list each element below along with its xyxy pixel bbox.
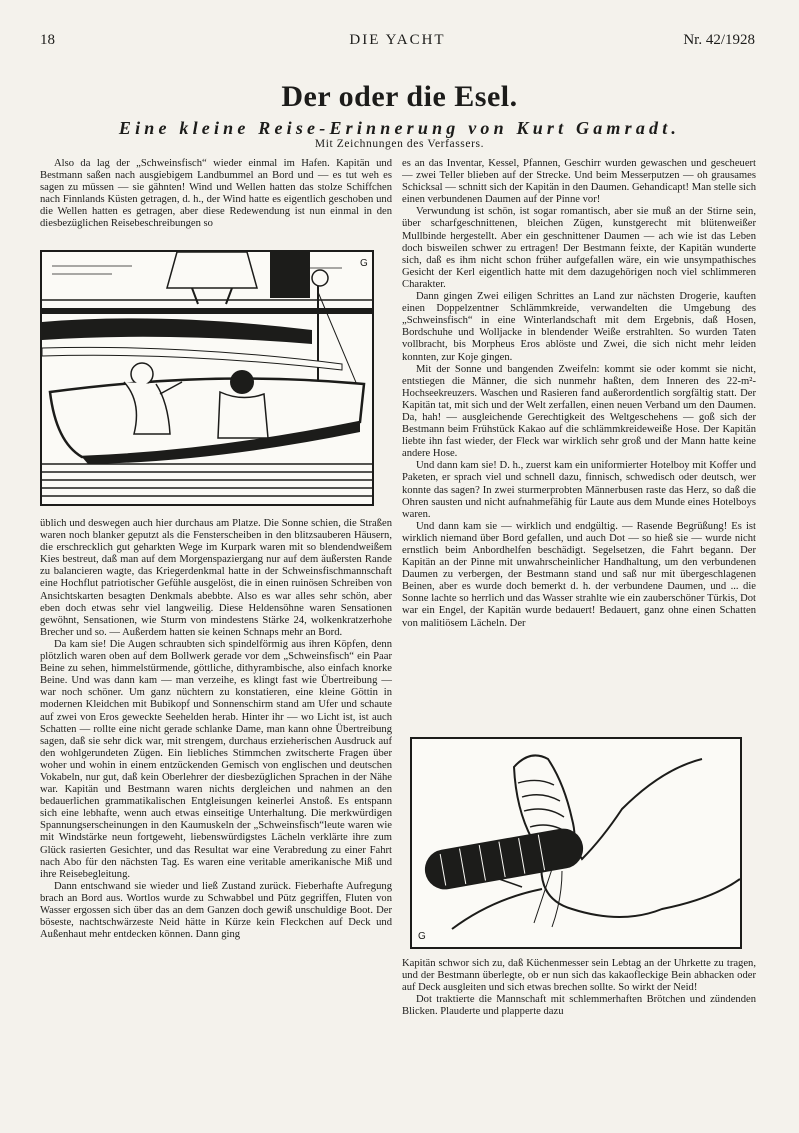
illustration-thumb xyxy=(410,737,742,949)
magazine-name: DIE YACHT xyxy=(349,32,446,48)
paragraph: Dot traktierte die Mannschaft mit schlemmerhaften Brötchen und zündenden Blicken. Plauderte und plapperte dazu xyxy=(402,994,756,1018)
thumb-drawing xyxy=(412,739,740,947)
monogram-top: G xyxy=(360,258,368,269)
issue-number: Nr. 42/1928 xyxy=(683,32,755,48)
paragraph: Mit der Sonne und bangenden Zweifeln: kommt sie oder kommt sie nicht, entstiegen die Männer, die sich nunmehr haßten, dem Inneren des 22-m²-Hochseekreuzers. Waschen und Rasieren fand außerordentlich sorgfältig statt. Der Kapitän tat, mit sich und der Welt zerfallen, einen neuen Verband um den Daumen. Da, hah! — ausgleichende Gerechtigkeit des Weltgeschehens — goß sich der Bestmann beim Frühstück Kakao auf die schlämmkreideweiße Hose. Der Kapitän liebte ihn fast wieder, der Fleck war wirklich sehr groß und der Mann hatte keine andere Hose. xyxy=(402,363,756,460)
monogram-bottom: G xyxy=(418,931,426,942)
paragraph: Dann entschwand sie wieder und ließ Zustand zurück. Fieberhafte Aufregung brach an Bord aus. Wortlos wurde zu Schwabbel und Pütz gegriffen, Fluten von Wasser ergossen sich über das an dem Ganzen doch gewiß unschuldige Boot. Der böseste, nachtschwärzeste Neid hätte in Kürze kein Fleckchen auf Deck und Außenhaut mehr entdecken können. Dann ging xyxy=(40,880,392,941)
right-column-top xyxy=(402,158,756,692)
running-header xyxy=(40,32,755,52)
right-column-bottom xyxy=(402,958,756,1048)
paragraph: Also da lag der „Schweinsfisch“ wieder einmal im Hafen. Kapitän und Bestmann saßen nach ausgiebigem Landbummel an Bord und — es tut weh es sagen zu müssen — sie gähnten! Wind und Wellen hatten das stolze Schiffchen nach Finnlands Küsten getragen, d. h., der Wind hatte es eigentlich geschoben und die Wellen hatten es getragen, aber diese Redewendung ist nun einmal in den diesbezüglichen Reisebeschreibungen so xyxy=(40,158,392,230)
paragraph: Und dann kam sie! D. h., zuerst kam ein uniformierter Hotelboy mit Koffer und Paketen, er sprach viel und schnell dazu, finnisch, schwedisch oder deutsch, wer konnte das sagen? In zwei sturmerprobten Männerbusen raste das Herz, so daß die Ohren sausten und nicht aufnahmefähig für Laute aus dem Munde eines Hotelboys waren. xyxy=(402,460,756,520)
paragraph: Kapitän schwor sich zu, daß Küchenmesser sein Lebtag an der Uhrkette zu tragen, und der Bestmann überlegte, ob er nun sich das kakaofleckige Bein abhacken oder auf Deck ausgleiten und sich etwas brechen sollte. So wirkt der Neid! xyxy=(402,958,756,994)
boat-drawing xyxy=(42,252,372,504)
paragraph: Dann gingen Zwei eiligen Schrittes an Land zur nächsten Drogerie, kauften einen Doppelzentner Schlämmkreide, verwandelten die Umgebung des „Schweinsfisch“ in eine Winterlandschaft mit dem Ergebnis, daß Hosen, Bordschuhe und Wolljacke in blendender Weiße erstrahlten. So wurden Taten vollbracht, bis Morpheus Eros ablöste und Zwei, die sich nicht mehr leiden konnten, zur Koje gingen. xyxy=(402,291,756,363)
paragraph: Da kam sie! Die Augen schraubten sich spindelförmig aus ihren Köpfen, denn plötzlich waren oben auf dem Bollwerk gerade vor dem „Schweinsfisch“ ein Paar Beine zu sehen, himmelstürmende, göttliche, dithyrambische, also einfach knorke Beine. Und was dann kam — man verzeihe, es klingt fast wie Übertreibung — war noch schöner. Um ganz nüchtern zu konstatieren, eine kleine Göttin in modernen Kleidchen mit Bubikopf und Sonnenschirm stand am Ufer und schaute auf zwei von Eros geweckte Seehelden herab. Hinter ihr — wo Licht ist, ist auch Schatten — rollte eine nicht gerade schlanke Dame, man kann ohne Übertreibung sagen, daß sie sehr dick war, mit strengem, durchaus erzieherischen Ausdruck auf den wohlgerundeten Zügen. Ein liebliches Stimmchen zwitscherte Fragen über woher und wohin in einem entzückenden Gemisch von englischen und deutschen Vokabeln, nur gut, daß kein Oberlehrer der diesbezüglichen Sprachen in der Nähe war. Kapitän und Bestmann waren nichts dergleichen und nahmen an den bedauerlichen grammatikalischen Entgleisungen keinerlei Anstoß. Es entspann sich eine lebhafte, wenn auch etwas einseitige Unterhaltung. Die merkwürdigen Spannungserscheinungen in den Kaumuskeln der „Schweinsfisch“leute waren wie mit Windstärke neun fortgeweht, liebenswürdigstes Lächeln verklärte ihre zum Glück rasierten Gesichter, und das Resultat war eine Verabredung zu einer Fahrt nach Abo für den nächsten Tag. Es waren eine veritable amerikanische Miß und ihre Reisebegleitung. xyxy=(40,638,392,880)
article-title: Der oder die Esel. xyxy=(281,80,518,113)
article-subtitle: Eine kleine Reise-Erinnerung von Kurt Gamradt. xyxy=(118,118,681,138)
paragraph: es an das Inventar, Kessel, Pfannen, Geschirr wurden gewaschen und gescheuert — zwei Teller blieben auf der Strecke. Und beim Messerputzen — oh grausames Schicksal — schnitt sich der Kapitän in den Daumen. Gehandicapt! Man stelle sich einen verbundenen Daumen auf der Pinne vor! xyxy=(402,158,756,206)
left-column-top xyxy=(40,158,392,238)
illustration-boat xyxy=(40,250,374,506)
paragraph: üblich und deswegen auch hier durchaus am Platze. Die Sonne schien, die Straßen waren noch blanker geputzt als die Fensterscheiben in den blitzsauberen Häusern, die erschrecklich gut geharkten Wege im Kurpark waren mit so blendendweißem Kies bestreut, daß man auf dem Morgenspaziergang nur auf dem äußersten Rande zu balancieren wagte, das Kriegerdenkmal hatte in der Schweinsfischmannschaft eine Hochflut patriotischer Gefühle ausgelöst, die in einen ruinösen Schreiben von Ansichtskarten besagten Denkmals abebbte. Also es war alles sehr schön, aber eben doch etwas sehr viel langweilig. Diese Heldensöhne waren Sensationen gewöhnt, Sensationen, wie Sturm von mindestens Stärke 24, wolkenkratzerhohe Brecher und so. — Außerdem hatten sie keinen Schnaps mehr an Bord. xyxy=(40,518,392,638)
page-number: 18 xyxy=(40,32,55,48)
paragraph: Verwundung ist schön, ist sogar romantisch, aber sie muß an der Stirne sein, über scharfgeschnittenen, bleichen Zügen, kunstgerecht mit blütenweißer Mullbinde hergestellt. Aber ein geschnittener Daumen — ach wie ist das Leben doch bisweilen schwer zu ertragen! Der Bestmann feixte, der Kapitän wunderte sich, daß es ihm nicht schon früher aufgefallen wäre, ein wie unsympathisches Gesicht der Kerl eigentlich hatte mit dem dazugehörigen noch viel schlimmeren Charakter. xyxy=(402,206,756,290)
article-credit: Mit Zeichnungen des Verfassers. xyxy=(314,138,485,150)
left-column-bottom xyxy=(40,518,392,1040)
paragraph: Und dann kam sie — wirklich und endgültig. — Rasende Begrüßung! Es ist wirklich niemand über Bord gefallen, und auch Dot — so hieß sie — wurde nicht ernstlich beim Anbordhelfen beschädigt. Segelsetzen, die Fahrt begann. Der Kapitän an der Pinne mit unwahrscheinlicher Handhaltung, um den verbundenen Daumen zu verbergen, der Bestmann stand und saß nur mit übergeschlagenen Beinen, aber es wurde doch bemerkt d. h. der verbundene Daumen, und ... die Sonne lachte so herrlich und das Wasser strahlte wie ein zauberschöner Türkis, Dot war ein Engel, der Kapitän wurde bedauert! Bedauert, ganz ohne einen Schatten von malitiösem Lächeln. Der xyxy=(402,520,756,629)
